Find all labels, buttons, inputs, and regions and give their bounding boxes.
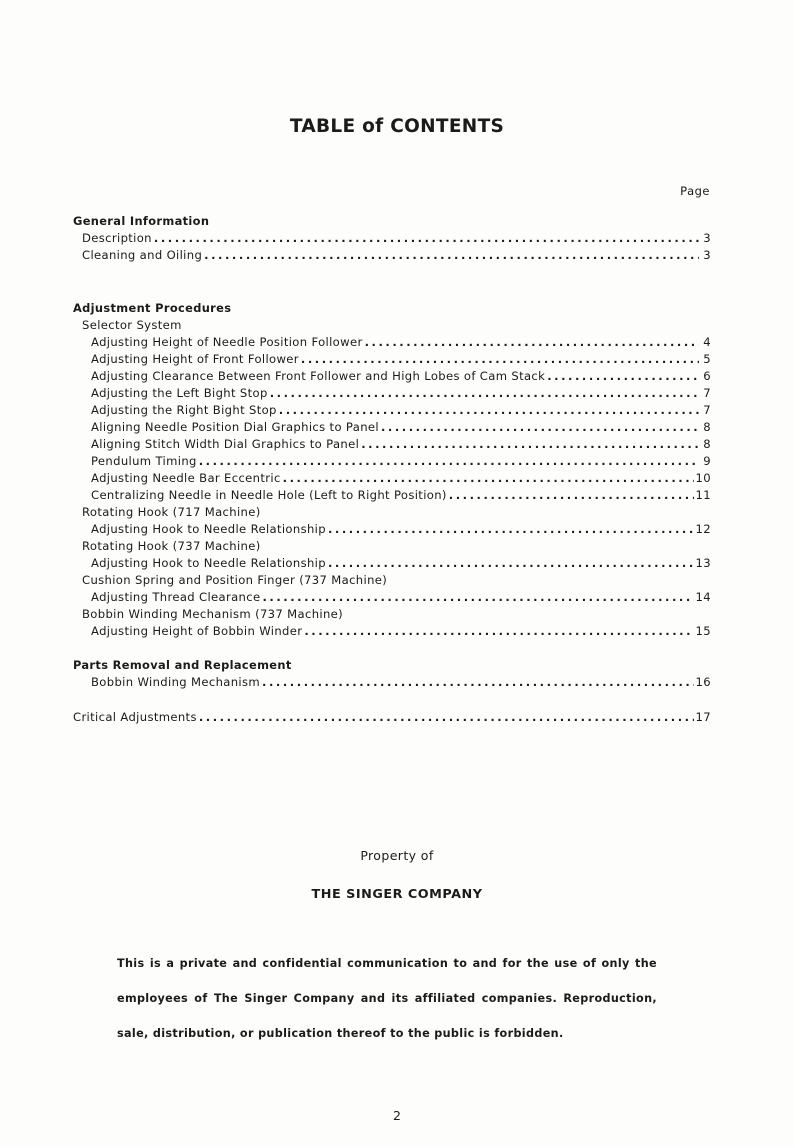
dot-leader [204, 247, 699, 264]
toc-entry-label: Adjusting Height of Needle Position Follower [91, 335, 363, 349]
toc-entry-page: 6 [703, 369, 711, 383]
section-heading-general-information: General Information [73, 214, 210, 228]
toc-entry-page: 7 [703, 386, 711, 400]
dot-leader [199, 709, 694, 726]
toc-entry-page: 7 [703, 403, 711, 417]
toc-entry-label: Centralizing Needle in Needle Hole (Left to Right Position) [91, 488, 447, 502]
toc-entry [73, 589, 711, 606]
dot-leader [361, 436, 699, 453]
dot-leader [328, 521, 694, 538]
toc-entry [73, 334, 711, 351]
toc-entry-label: Adjusting the Left Bight Stop [91, 386, 268, 400]
toc-entry-page: 4 [703, 335, 711, 349]
toc-entry-label: Adjusting Hook to Needle Relationship [91, 522, 326, 536]
dot-leader [279, 402, 699, 419]
section-heading-adjustment-procedures: Adjustment Procedures [73, 301, 232, 315]
toc-entry [73, 487, 711, 504]
toc-entry-label: Critical Adjustments [73, 710, 197, 724]
dot-leader [262, 674, 694, 691]
toc-entry [73, 351, 711, 368]
dot-leader [304, 623, 693, 640]
subheading-bobbin-winding: Bobbin Winding Mechanism (737 Machine) [82, 607, 344, 621]
toc-entry-label: Adjusting Needle Bar Eccentric [91, 471, 281, 485]
dot-leader [301, 351, 699, 368]
dot-leader [449, 487, 694, 504]
company-name: THE SINGER COMPANY [311, 887, 483, 902]
dot-leader [154, 230, 699, 247]
toc-entry-label: Adjusting the Right Bight Stop [91, 403, 277, 417]
toc-entry-label: Aligning Stitch Width Dial Graphics to Panel [91, 437, 360, 451]
toc-entry-label: Pendulum Timing [91, 454, 197, 468]
toc-entry-label: Bobbin Winding Mechanism [91, 675, 261, 689]
page-title: TABLE of CONTENTS [289, 116, 505, 137]
toc-entry-page: 13 [695, 556, 711, 570]
toc-entry [73, 555, 711, 572]
dot-leader [381, 419, 699, 436]
toc-entry-label: Adjusting Hook to Needle Relationship [91, 556, 326, 570]
toc-entry-label: Adjusting Clearance Between Front Follower and High Lobes of Cam Stack [91, 369, 546, 383]
page-number: 2 [393, 1108, 401, 1123]
confidentiality-notice: This is a private and confidential communication to and for the use of only the employees of The Singer Company and its affiliated companies. Reproduction, sale, distribution, or publication thereof to the public is forbidden. [117, 957, 657, 1040]
table-of-contents [73, 213, 711, 726]
toc-entry-page: 17 [695, 710, 711, 724]
toc-entry-page: 12 [695, 522, 711, 536]
toc-entry-label: Adjusting Height of Bobbin Winder [91, 624, 303, 638]
toc-entry [73, 521, 711, 538]
toc-entry [73, 368, 711, 385]
toc-entry-page: 8 [703, 420, 711, 434]
subheading-rotating-hook-737: Rotating Hook (737 Machine) [82, 539, 261, 553]
toc-entry [73, 385, 711, 402]
dot-leader [328, 555, 694, 572]
subheading-rotating-hook-717: Rotating Hook (717 Machine) [82, 505, 261, 519]
toc-entry-page: 10 [695, 471, 711, 485]
dot-leader [283, 470, 694, 487]
toc-entry [73, 402, 711, 419]
subheading-selector-system: Selector System [82, 318, 182, 332]
toc-entry [73, 674, 711, 691]
toc-entry-page: 15 [695, 624, 711, 638]
toc-entry-page: 14 [695, 590, 711, 604]
toc-entry [73, 623, 711, 640]
dot-leader [365, 334, 699, 351]
dot-leader [262, 589, 693, 606]
toc-entry-critical-adjustments [73, 709, 711, 726]
dot-leader [270, 385, 699, 402]
page-column-label: Page [680, 184, 710, 198]
property-of-label: Property of [360, 848, 434, 863]
toc-entry [73, 436, 711, 453]
toc-entry [73, 247, 711, 264]
toc-entry-page: 3 [703, 231, 711, 245]
dot-leader [199, 453, 699, 470]
toc-entry-label: Adjusting Thread Clearance [91, 590, 261, 604]
section-heading-parts-removal: Parts Removal and Replacement [73, 658, 292, 672]
subheading-cushion-spring: Cushion Spring and Position Finger (737 Machine) [82, 573, 388, 587]
toc-entry-label: Aligning Needle Position Dial Graphics to Panel [91, 420, 379, 434]
toc-entry [73, 419, 711, 436]
toc-entry-page: 3 [703, 248, 711, 262]
toc-entry-label: Cleaning and Oiling [82, 248, 203, 262]
toc-entry-page: 8 [703, 437, 711, 451]
toc-entry-label: Adjusting Height of Front Follower [91, 352, 299, 366]
toc-entry [73, 453, 711, 470]
toc-entry-page: 5 [703, 352, 711, 366]
toc-entry-page: 11 [695, 488, 711, 502]
dot-leader [547, 368, 699, 385]
toc-entry-page: 9 [703, 454, 711, 468]
toc-entry-label: Description [82, 231, 152, 245]
toc-entry [73, 230, 711, 247]
toc-entry-page: 16 [695, 675, 711, 689]
toc-entry [73, 470, 711, 487]
